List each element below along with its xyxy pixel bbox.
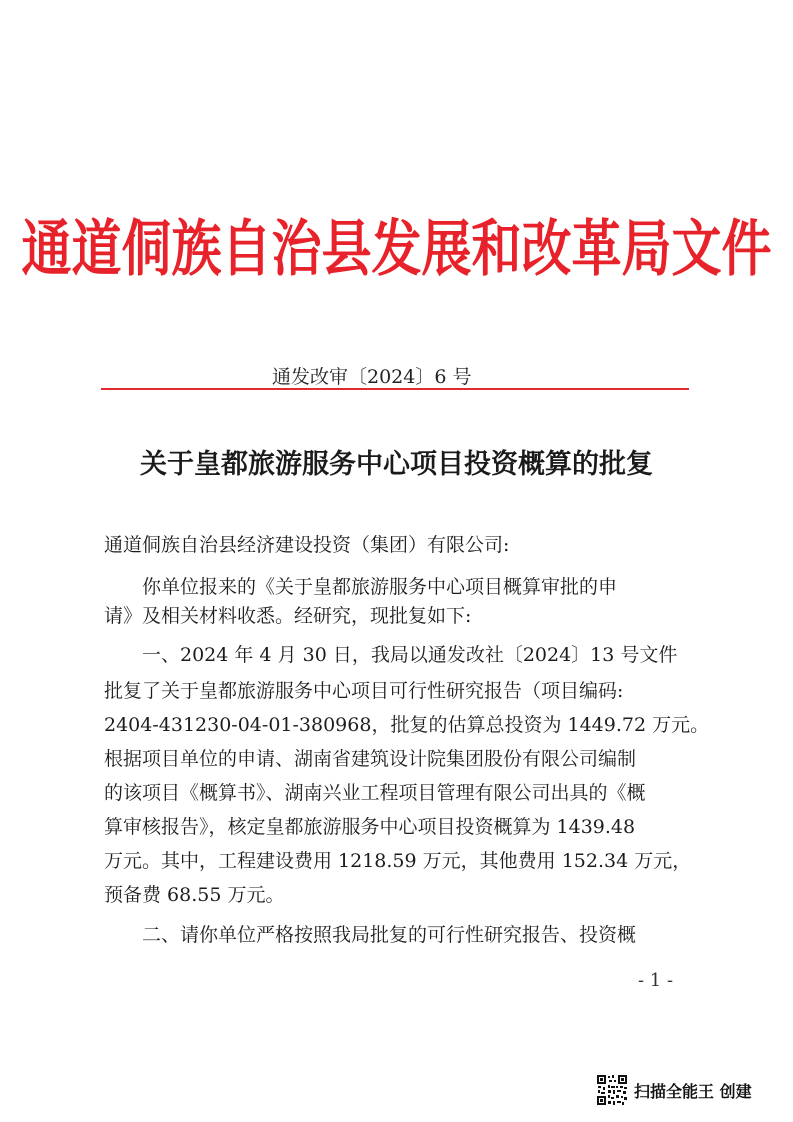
body-line-3: 一、2024 年 4 月 30 日，我局以通发改社〔2024〕13 号文件 bbox=[142, 644, 678, 666]
body-line-9: 万元。其中，工程建设费用 1218.59 万元，其他费用 152.34 万元， bbox=[104, 850, 692, 872]
qr-code-icon bbox=[596, 1074, 628, 1106]
body-line-6: 根据项目单位的申请、湖南省建筑设计院集团股份有限公司编制 bbox=[104, 748, 637, 770]
document-title: 关于皇都旅游服务中心项目投资概算的批复 bbox=[140, 449, 653, 480]
body-line-10: 预备费 68.55 万元。 bbox=[104, 884, 285, 906]
addressee-line: 通道侗族自治县经济建设投资（集团）有限公司: bbox=[104, 534, 510, 556]
body-line-1: 你单位报来的《关于皇都旅游服务中心项目概算审批的申 bbox=[142, 576, 618, 598]
scanner-watermark-label: 扫描全能王 创建 bbox=[634, 1081, 752, 1101]
red-divider-rule bbox=[101, 388, 689, 390]
scanner-watermark bbox=[596, 1072, 752, 1108]
body-line-7: 的该项目《概算书》、湖南兴业工程项目管理有限公司出具的《概 bbox=[104, 782, 646, 804]
body-line-4: 批复了关于皇都旅游服务中心项目可行性研究报告（项目编码: bbox=[104, 680, 624, 702]
page-number: - 1 - bbox=[638, 970, 674, 991]
body-line-11: 二、请你单位严格按照我局批复的可行性研究报告、投资概 bbox=[142, 924, 637, 946]
body-line-8: 算审核报告》，核定皇都旅游服务中心项目投资概算为 1439.48 bbox=[104, 816, 636, 838]
agency-header-title: 通道侗族自治县发展和改革局文件 bbox=[21, 213, 772, 285]
body-line-5: 2404-431230-04-01-380968，批复的估算总投资为 1449.72 万元。 bbox=[104, 714, 710, 736]
body-line-2: 请》及相关材料收悉。经研究，现批复如下: bbox=[104, 605, 472, 627]
document-number: 通发改审〔2024〕6 号 bbox=[272, 366, 472, 388]
